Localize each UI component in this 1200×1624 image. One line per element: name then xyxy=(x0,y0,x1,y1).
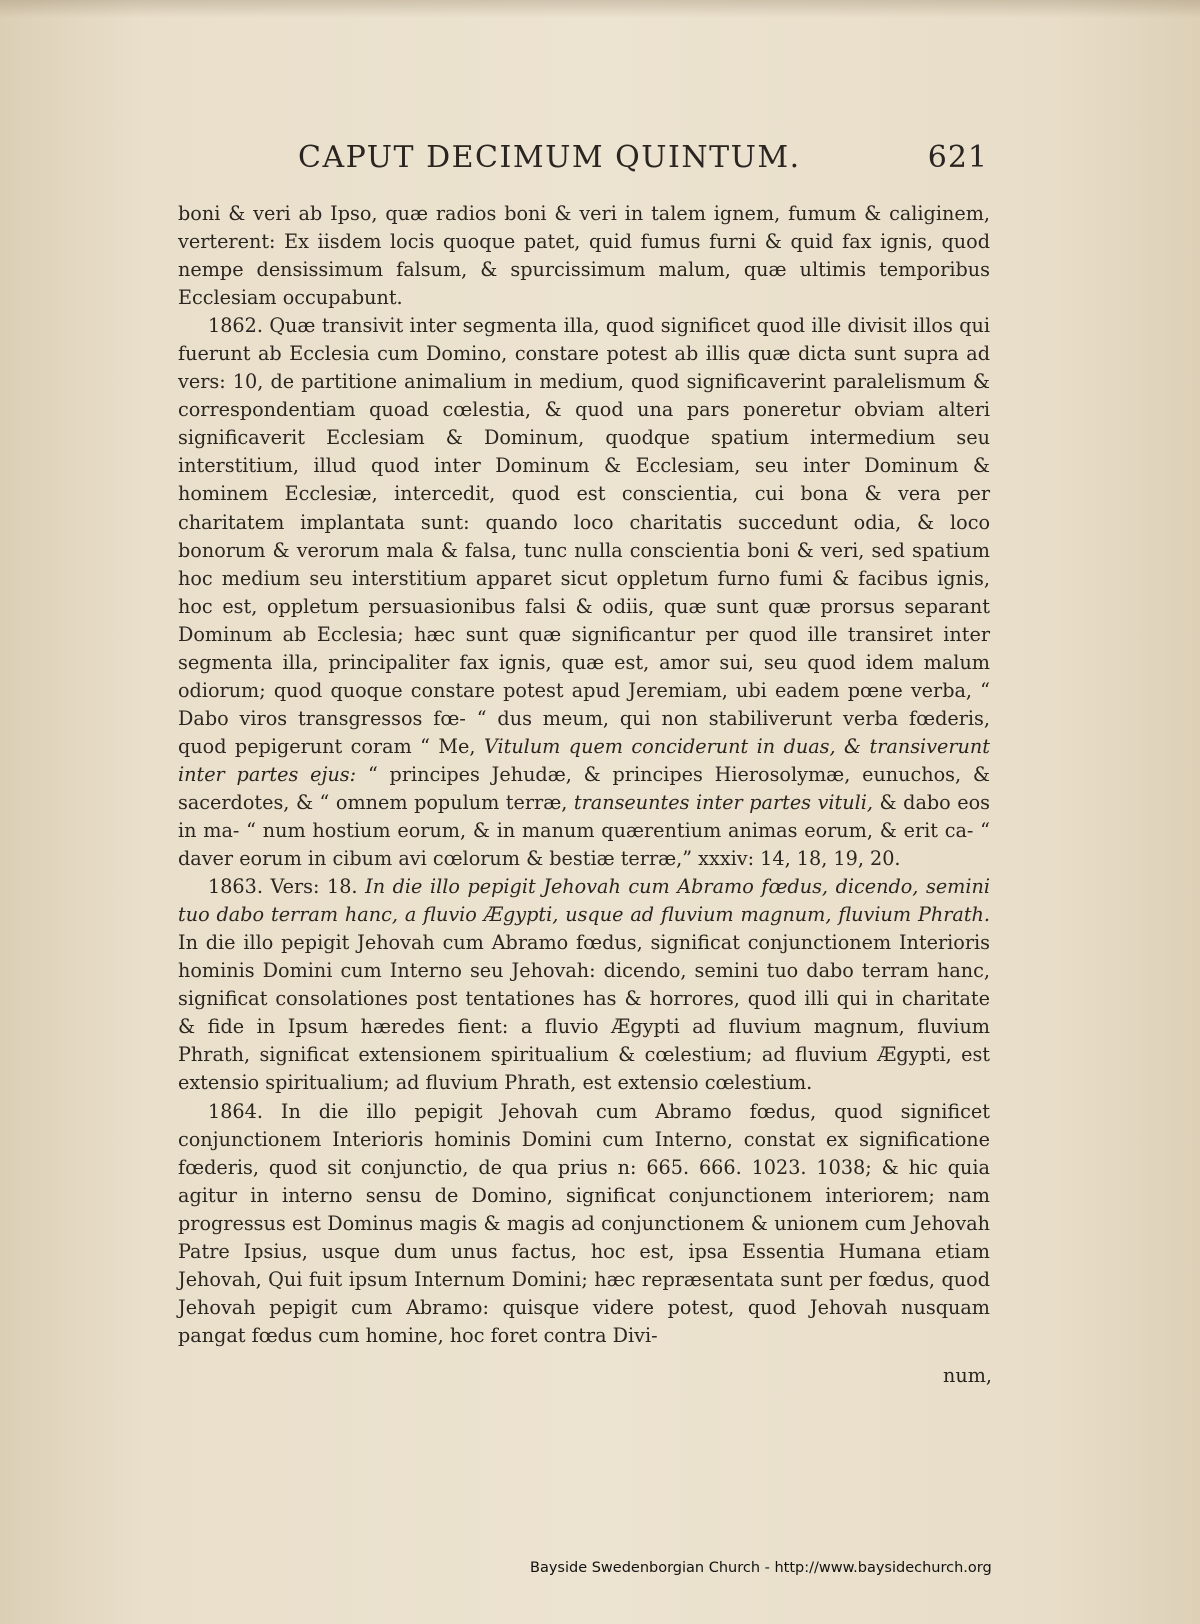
quote-text-3: & dabo eos in ma- “ num hostium eorum, & in manum quærentium animas eorum, & erit ca- “ daver eorum in cibum avi cœlorum & bestiæ terræ,” xxxiv: 14, 18, 19, 20. xyxy=(178,790,991,871)
quote-italic-2: transeuntes inter partes vituli, xyxy=(573,790,873,814)
page-header xyxy=(298,140,988,188)
paragraph-1863-number: 1863. Vers: 18. xyxy=(208,875,358,899)
paragraph-1863 xyxy=(178,873,990,1097)
catchword: num, xyxy=(942,1364,992,1387)
paragraph-1862 xyxy=(178,312,990,873)
paragraph-1862-text: 1862. Quæ transivit inter segmenta illa, quod significet quod ille divisit illos qui fuerunt ab Ecclesia cum Domino, constare potest ab illis quæ dicta sunt supra ad vers: 10, de partitione animalium in medium, quod significaverint paralelismum & correspondentiam quoad cœlestia, & quod una pars poneretur obviam alteri significaverit Ecclesiam & Dominum, quodque spatium intermedium seu interstitium, illud quod inter Dominum & Ecclesiam, seu inter Dominum & hominem Ecclesiæ, intercedit, quod est conscientia, cui bona & vera per charitatem implantata sunt: quando loco charitatis succedunt odia, & loco bonorum & verorum mala & falsa, tunc nulla conscientia boni & veri, sed spatium hoc medium seu interstitium apparet sicut oppletum furno fumi & facibus ignis, hoc est, oppletum persuasionibus falsi & odiis, quæ sunt quæ prorsus separant Dominum ab Ecclesia; hæc sunt quæ significantur per quod ille transiret inter segmenta illa, principaliter fax ignis, quæ est, amor sui, seu quod idem malum odiorum; quod quoque constare potest apud Jeremiam, ubi eadem pœne verba, “ Dabo viros transgressos fœ- “ dus meum, qui non stabiliverunt verba fœderis, quod pepigerunt coram “ Me, xyxy=(178,314,990,758)
body-text xyxy=(178,200,990,1350)
page-number: 621 xyxy=(927,140,988,175)
verse-italic: In die illo pepigit Jehovah cum Abramo fœdus, dicendo, semini tuo dabo terram hanc, a fluvio Ægypti, usque ad fluvium magnum, fluvium Phrath. xyxy=(178,875,991,927)
footer-credit: Bayside Swedenborgian Church - http://www.baysidechurch.org xyxy=(530,1560,992,1576)
paragraph-1864: 1864. In die illo pepigit Jehovah cum Abramo fœdus, quod significet conjunctionem Interioris hominis Domini cum Interno, constat ex significatione fœderis, quod sit conjunctio, de qua prius n: 665. 666. 1023. 1038; & hic quia agitur in interno sensu de Domino, significat conjunctionem interiorem; nam progressus est Dominus magis & magis ad conjunctionem & unionem cum Jehovah Patre Ipsius, usque dum unus factus, hoc est, ipsa Essentia Humana etiam Jehovah, Qui fuit ipsum Internum Domini; hæc repræsentata sunt per fœdus, quod Jehovah pepigit cum Abramo: quisque videre potest, quod Jehovah nusquam pangat fœdus cum homine, hoc foret contra Divi- xyxy=(178,1099,990,1347)
running-title: CAPUT DECIMUM QUINTUM. xyxy=(298,140,801,175)
paragraph-continuation: boni & veri ab Ipso, quæ radios boni & veri in talem ignem, fumum & caliginem, verterent: Ex iisdem locis quoque patet, quid fumus furni & quid fax ignis, quod nempe densissimum falsum, & spurcissimum malum, quæ ultimis temporibus Ecclesiam occupabunt. xyxy=(178,202,990,310)
paragraph-1863-text: In die illo pepigit Jehovah cum Abramo fœdus, significat conjunctionem Interioris hominis Domini cum Interno seu Jehovah: dicendo, semini tuo dabo terram hanc, significat consolationes post tentationes has & horrores, quod illi qui in charitate & fide in Ipsum hæredes fient: a fluvio Ægypti ad fluvium magnum, fluvium Phrath, significat extensionem spiritualium & cœlestium; ad fluvium Ægypti, est extensio spiritualium; ad fluvium Phrath, est extensio cœlestium. xyxy=(178,931,990,1095)
quote-italic-1: Vitulum quem conciderunt in duas, & transiverunt inter partes ejus: xyxy=(178,734,990,786)
page-edge-shadow xyxy=(0,0,1200,18)
quote-text-2: “ principes Jehudæ, & principes Hierosolymæ, eunuchos, & sacerdotes, & “ omnem populum terræ, xyxy=(178,762,991,814)
